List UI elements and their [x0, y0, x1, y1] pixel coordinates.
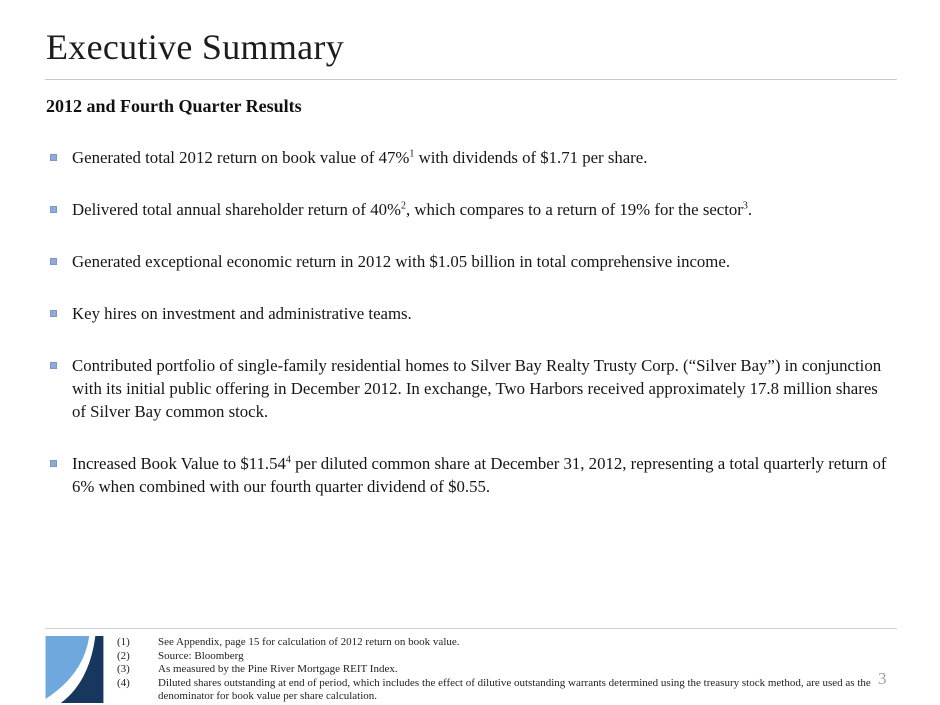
bullet-text: Generated total 2012 return on book value of 47%$^1$ with dividends of $1.71 per share. — [72, 148, 648, 167]
footnote-text: Source: Bloomberg — [158, 649, 244, 662]
footnote-number: (2) — [117, 649, 130, 662]
bullet-square-icon — [50, 460, 57, 467]
footer-divider — [45, 628, 897, 629]
footnote-item — [117, 636, 897, 650]
page-number: 3 — [878, 669, 887, 688]
footnote-reference: 3 — [742, 200, 748, 212]
section-heading: 2012 and Fourth Quarter Results — [46, 96, 302, 116]
bullet-item — [47, 250, 895, 273]
bullet-text: Contributed portfolio of single-family residential homes to Silver Bay Realty Trusty Corp. (“Silver Bay”) in conjunction with its initial public offering in December 2012. In exchange, Two Harbors received approximately 17.8 million shares of Silver Bay common stock. — [72, 356, 882, 421]
footnote-text: See Appendix, page 15 for calculation of 2012 return on book value. — [158, 636, 460, 648]
footnote-number: (4) — [117, 676, 130, 689]
footnote-item — [117, 650, 897, 664]
bullet-text: Key hires on investment and administrative teams. — [72, 304, 412, 323]
page-title: Executive Summary — [46, 27, 345, 67]
footnote-reference: 2 — [400, 200, 406, 212]
footnote-item — [117, 677, 897, 704]
footnote-number: (3) — [117, 663, 130, 675]
bullet-item — [47, 302, 895, 325]
bullet-square-icon — [50, 154, 57, 161]
footnote-list — [117, 636, 897, 704]
footnote-item — [117, 663, 897, 677]
footnote-reference: 4 — [285, 454, 291, 466]
bullet-text: Delivered total annual shareholder return of 40%$^2$, which compares to a return of 19% for the sector$^3$. — [72, 200, 753, 219]
footnote-text: Diluted shares outstanding at end of period, which includes the effect of dilutive outstanding warrants determined using the treasury stock method, are used as the denominator for book value per share calculation. — [158, 676, 871, 702]
bullet-square-icon — [50, 258, 57, 265]
bullet-text: Increased Book Value to $11.54$^4$ per diluted common share at December 31, 2012, representing a total quarterly return of 6% when combined with our fourth quarter dividend of $0.55. — [72, 454, 887, 496]
bullet-square-icon — [50, 362, 57, 369]
title-divider — [45, 79, 897, 80]
bullet-square-icon — [50, 206, 57, 213]
bullet-item — [47, 452, 895, 498]
bullet-square-icon — [50, 310, 57, 317]
bullet-item — [47, 198, 895, 221]
bullet-item — [47, 354, 895, 423]
footnote-text: As measured by the Pine River Mortgage REIT Index. — [158, 663, 398, 675]
bullet-text: Generated exceptional economic return in 2012 with $1.05 billion in total comprehensive income. — [72, 252, 731, 271]
footnote-reference: 1 — [409, 148, 415, 160]
company-logo-icon — [45, 636, 107, 703]
footnote-number: (1) — [117, 636, 130, 648]
bullet-item — [47, 146, 895, 169]
bullet-list — [47, 146, 895, 527]
